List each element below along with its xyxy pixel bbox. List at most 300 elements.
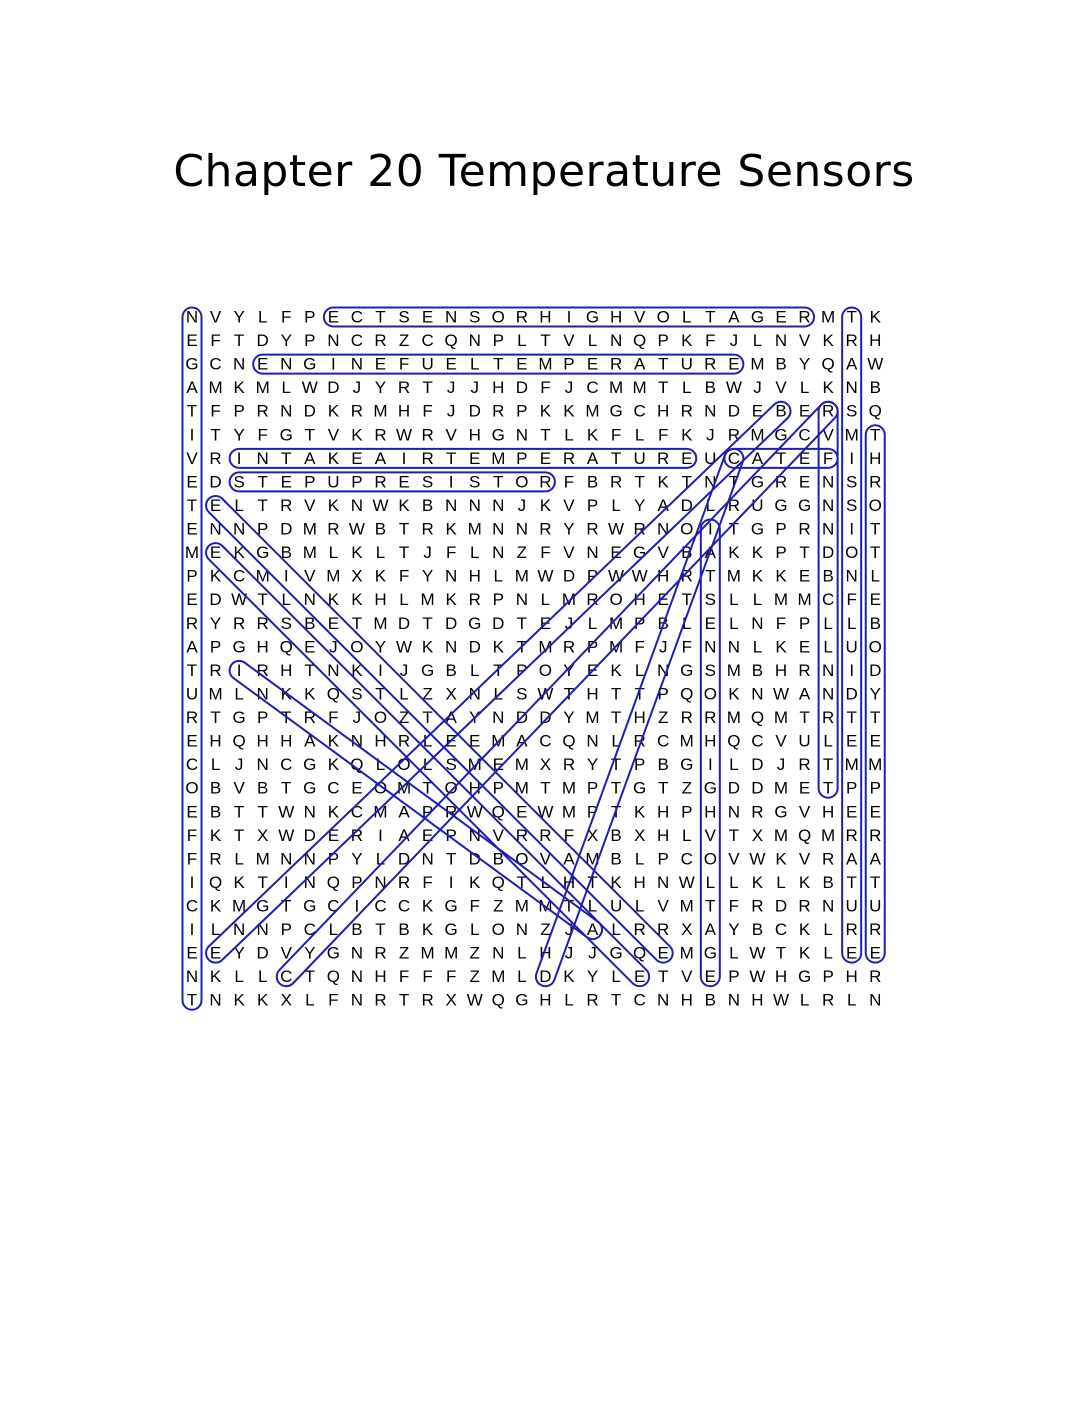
grid-letter: M xyxy=(750,425,765,445)
grid-letter: H xyxy=(633,590,646,610)
grid-letter: E xyxy=(869,943,881,963)
grid-letter: I xyxy=(236,448,242,468)
grid-letter: N xyxy=(232,354,246,374)
grid-letter: T xyxy=(445,448,457,468)
grid-letter: L xyxy=(823,637,833,657)
grid-letter: T xyxy=(728,472,740,492)
grid-letter: T xyxy=(516,637,528,657)
grid-letter: M xyxy=(232,896,247,916)
grid-letter: G xyxy=(680,755,694,775)
grid-letter: H xyxy=(468,566,481,586)
grid-letter: O xyxy=(538,660,553,680)
grid-letter: T xyxy=(563,684,575,704)
grid-letter: Q xyxy=(821,354,835,374)
grid-letter: R xyxy=(539,825,552,845)
grid-letter: E xyxy=(869,731,881,751)
grid-letter: R xyxy=(421,519,434,539)
grid-letter: Q xyxy=(279,637,293,657)
grid-letter: T xyxy=(658,967,669,987)
grid-letter: F xyxy=(328,990,339,1010)
grid-letter: G xyxy=(750,472,765,492)
grid-letter: S xyxy=(445,755,457,775)
grid-letter: N xyxy=(515,425,528,445)
grid-letter: K xyxy=(822,331,834,351)
grid-letter: C xyxy=(350,307,364,327)
grid-letter: E xyxy=(704,967,716,987)
grid-letter: L xyxy=(776,872,786,892)
grid-letter: G xyxy=(420,660,435,680)
grid-letter: Q xyxy=(868,401,882,421)
grid-letter: X xyxy=(586,825,599,845)
grid-letter: B xyxy=(704,378,716,398)
grid-letter: C xyxy=(209,354,222,374)
grid-letter: B xyxy=(822,566,834,586)
grid-letter: Q xyxy=(750,708,765,728)
grid-letter: D xyxy=(539,708,552,728)
grid-letter: N xyxy=(821,660,835,680)
grid-letter: W xyxy=(396,637,413,657)
grid-letter: K xyxy=(775,637,787,657)
grid-letter: D xyxy=(680,495,693,515)
grid-letter: P xyxy=(421,802,434,822)
grid-letter: S xyxy=(398,307,410,327)
grid-letter: P xyxy=(586,495,599,515)
grid-letter: N xyxy=(350,731,364,751)
grid-letter: K xyxy=(492,637,504,657)
grid-letter: R xyxy=(680,566,693,586)
grid-letter: N xyxy=(515,519,528,539)
grid-letter: P xyxy=(445,825,457,845)
grid-letter: M xyxy=(773,590,789,610)
grid-letter: M xyxy=(444,943,459,963)
grid-letter: T xyxy=(728,825,740,845)
grid-letter: T xyxy=(422,708,433,728)
grid-letter: E xyxy=(327,307,340,327)
grid-letter: U xyxy=(869,896,882,916)
grid-letter: J xyxy=(470,378,479,398)
grid-letter: V xyxy=(492,825,504,845)
grid-letter: E xyxy=(209,495,222,515)
grid-letter: Q xyxy=(326,967,340,987)
grid-letter: J xyxy=(329,637,338,657)
grid-letter: M xyxy=(561,778,577,798)
grid-letter: L xyxy=(399,590,409,610)
grid-letter: T xyxy=(540,331,551,351)
grid-letter: W xyxy=(749,967,766,987)
grid-letter: A xyxy=(304,448,316,468)
grid-letter: R xyxy=(657,920,670,940)
grid-letter: T xyxy=(681,472,692,492)
grid-letter: N xyxy=(468,331,481,351)
grid-letter: F xyxy=(775,613,787,633)
grid-letter: R xyxy=(209,448,222,468)
grid-letter: B xyxy=(657,755,669,775)
grid-letter: R xyxy=(798,307,811,327)
grid-letter: Q xyxy=(491,802,505,822)
word-highlight xyxy=(230,449,697,468)
grid-letter: Z xyxy=(540,920,551,940)
grid-letter: G xyxy=(303,755,317,775)
grid-letter: D xyxy=(256,331,269,351)
grid-letter: B xyxy=(869,613,881,633)
grid-letter: R xyxy=(845,920,858,940)
grid-letter: T xyxy=(799,543,810,563)
grid-letter: T xyxy=(610,684,622,704)
grid-letter: Y xyxy=(563,519,575,539)
grid-letter: W xyxy=(231,590,248,610)
grid-letter: F xyxy=(540,543,551,563)
grid-letter: Q xyxy=(444,331,458,351)
grid-letter: O xyxy=(680,519,694,539)
grid-letter: N xyxy=(704,472,717,492)
grid-letter: A xyxy=(398,825,410,845)
grid-letter: N xyxy=(421,849,434,869)
grid-letter: A xyxy=(304,731,316,751)
grid-letter: K xyxy=(233,872,245,892)
grid-letter: G xyxy=(609,401,623,421)
grid-letter: L xyxy=(705,495,716,515)
grid-letter: K xyxy=(563,401,575,421)
grid-letter: F xyxy=(445,543,457,563)
grid-letter: B xyxy=(822,872,834,892)
grid-letter: F xyxy=(328,708,339,728)
grid-letter: I xyxy=(378,825,383,845)
grid-letter: I xyxy=(283,566,289,586)
grid-letter: P xyxy=(186,566,198,586)
grid-letter: E xyxy=(186,731,198,751)
grid-letter: B xyxy=(704,990,716,1010)
grid-letter: Z xyxy=(469,967,480,987)
grid-letter: J xyxy=(352,378,362,398)
grid-letter: H xyxy=(704,802,717,822)
grid-letter: K xyxy=(586,425,599,445)
grid-letter: X xyxy=(633,825,646,845)
grid-letter: C xyxy=(350,331,364,351)
grid-letter: P xyxy=(657,684,669,704)
grid-letter: A xyxy=(633,354,646,374)
grid-letter: L xyxy=(729,755,739,775)
grid-letter: V xyxy=(563,331,575,351)
grid-letter: K xyxy=(351,590,363,610)
grid-letter: R xyxy=(798,896,811,916)
grid-letter: O xyxy=(868,495,882,515)
grid-letter: V xyxy=(822,425,834,445)
grid-letter: L xyxy=(469,660,480,680)
grid-letter: A xyxy=(728,307,740,327)
grid-letter: T xyxy=(540,425,551,445)
grid-letter: R xyxy=(421,990,434,1010)
grid-letter: N xyxy=(445,566,458,586)
grid-letter: H xyxy=(539,943,552,963)
word-highlight xyxy=(202,492,677,967)
grid-letter: L xyxy=(281,378,291,398)
grid-letter: T xyxy=(281,778,292,798)
grid-letter: M xyxy=(679,731,694,751)
grid-letter: H xyxy=(657,566,670,586)
grid-letter: L xyxy=(587,896,598,916)
grid-letter: N xyxy=(657,990,670,1010)
grid-letter: E xyxy=(445,354,457,374)
grid-letter: H xyxy=(539,307,552,327)
grid-letter: X xyxy=(351,566,363,586)
grid-letter: R xyxy=(539,519,552,539)
grid-letter: K xyxy=(751,872,764,892)
grid-letter: K xyxy=(610,660,622,680)
grid-letter: L xyxy=(752,590,763,610)
grid-letter: T xyxy=(540,778,551,798)
grid-letter: P xyxy=(586,802,599,822)
grid-letter: V xyxy=(633,307,646,327)
grid-letter: K xyxy=(563,967,575,987)
grid-letter: P xyxy=(846,778,858,798)
grid-letter: L xyxy=(564,990,574,1010)
grid-letter: P xyxy=(633,755,646,775)
grid-letter: D xyxy=(515,708,528,728)
grid-letter: W xyxy=(749,849,766,869)
grid-letter: U xyxy=(327,472,340,492)
grid-letter: M xyxy=(326,566,341,586)
grid-letter: H xyxy=(774,660,788,680)
grid-letter: V xyxy=(539,849,552,869)
grid-letter: Y xyxy=(563,660,575,680)
grid-letter: L xyxy=(517,331,527,351)
grid-letter: Y xyxy=(586,755,599,775)
grid-letter: T xyxy=(610,755,622,775)
grid-letter: A xyxy=(751,448,764,468)
grid-letter: L xyxy=(210,920,221,940)
grid-letter: I xyxy=(707,755,713,775)
grid-letter: L xyxy=(210,755,221,775)
grid-letter: K xyxy=(327,448,340,468)
grid-letter: R xyxy=(374,990,387,1010)
grid-letter: J xyxy=(588,943,597,963)
grid-letter: H xyxy=(657,401,670,421)
grid-letter: R xyxy=(185,613,199,633)
grid-letter: N xyxy=(492,543,505,563)
grid-letter: K xyxy=(327,401,340,421)
grid-letter: P xyxy=(304,472,316,492)
grid-letter: R xyxy=(633,519,646,539)
grid-letter: O xyxy=(845,543,859,563)
grid-letter: C xyxy=(327,778,340,798)
grid-letter: T xyxy=(186,401,198,421)
grid-letter: N xyxy=(492,495,505,515)
grid-letter: E xyxy=(186,802,198,822)
grid-letter: K xyxy=(327,495,340,515)
grid-letter: K xyxy=(209,566,222,586)
grid-letter: M xyxy=(750,354,765,374)
grid-letter: E xyxy=(209,943,222,963)
grid-letter: W xyxy=(772,990,790,1010)
grid-letter: E xyxy=(798,778,811,798)
grid-letter: E xyxy=(751,401,764,421)
grid-letter: Z xyxy=(493,896,504,916)
grid-letter: G xyxy=(256,543,270,563)
grid-letter: Y xyxy=(798,354,811,374)
grid-letter: R xyxy=(421,425,434,445)
grid-letter: R xyxy=(562,448,576,468)
grid-letter: R xyxy=(562,637,576,657)
grid-letter: L xyxy=(823,731,833,751)
grid-letter: R xyxy=(798,519,811,539)
grid-letter: M xyxy=(679,943,694,963)
grid-letter: T xyxy=(658,778,669,798)
grid-letter: D xyxy=(515,378,528,398)
grid-letter: L xyxy=(328,543,339,563)
grid-letter: N xyxy=(821,896,835,916)
grid-letter: H xyxy=(256,731,269,751)
grid-letter: N xyxy=(256,448,269,468)
grid-letter: L xyxy=(729,943,739,963)
grid-letter: M xyxy=(396,778,412,798)
grid-letter: C xyxy=(185,896,199,916)
grid-letter: G xyxy=(444,920,458,940)
grid-letter: R xyxy=(350,401,364,421)
grid-letter: D xyxy=(562,566,576,586)
grid-letter: R xyxy=(209,849,222,869)
grid-letter: T xyxy=(728,519,740,539)
grid-letter: R xyxy=(609,472,623,492)
grid-letter: A xyxy=(798,684,811,704)
grid-letter: A xyxy=(846,354,858,374)
grid-letter: I xyxy=(283,872,289,892)
grid-letter: N xyxy=(327,660,340,680)
grid-letter: N xyxy=(303,849,316,869)
grid-letter: T xyxy=(799,708,810,728)
grid-letter: Q xyxy=(326,684,340,704)
grid-letter: L xyxy=(729,872,739,892)
grid-letter: N xyxy=(515,590,528,610)
grid-letter: V xyxy=(798,849,811,869)
grid-letter: K xyxy=(728,543,740,563)
grid-letter: U xyxy=(609,896,623,916)
grid-letter: R xyxy=(209,660,222,680)
grid-letter: S xyxy=(846,472,858,492)
grid-letter: C xyxy=(539,731,552,751)
grid-letter: L xyxy=(517,967,527,987)
grid-letter: T xyxy=(210,425,221,445)
grid-letter: N xyxy=(468,684,481,704)
grid-letter: M xyxy=(514,566,529,586)
grid-letter: P xyxy=(633,613,646,633)
grid-letter: L xyxy=(493,684,504,704)
grid-letter: J xyxy=(753,378,762,398)
grid-letter: M xyxy=(679,896,694,916)
grid-letter: Q xyxy=(350,755,364,775)
grid-letter: R xyxy=(821,708,835,728)
grid-letter: I xyxy=(189,872,195,892)
grid-letter: I xyxy=(330,354,336,374)
grid-letter: N xyxy=(185,967,199,987)
grid-letter: B xyxy=(610,849,622,869)
grid-letter: E xyxy=(280,472,292,492)
grid-letter: B xyxy=(681,543,693,563)
grid-letter: W xyxy=(537,684,554,704)
grid-letter: L xyxy=(705,872,716,892)
grid-letter: U xyxy=(421,354,434,374)
grid-letter: L xyxy=(469,354,480,374)
grid-letter: A xyxy=(586,920,599,940)
grid-letter: L xyxy=(234,849,244,869)
grid-letter: S xyxy=(280,613,292,633)
grid-letter: F xyxy=(398,967,410,987)
grid-letter: W xyxy=(278,802,295,822)
grid-letter: E xyxy=(704,613,716,633)
grid-letter: K xyxy=(469,872,481,892)
grid-letter: T xyxy=(186,495,198,515)
grid-letter: A xyxy=(586,448,599,468)
grid-letter: L xyxy=(823,943,833,963)
grid-letter: C xyxy=(185,755,199,775)
grid-letter: T xyxy=(846,872,857,892)
grid-letter: T xyxy=(870,543,881,563)
grid-letter: P xyxy=(209,637,222,657)
grid-letter: J xyxy=(423,543,432,563)
grid-letter: E xyxy=(798,472,811,492)
grid-letter: C xyxy=(280,967,293,987)
grid-letter: Z xyxy=(681,778,692,798)
grid-letter: D xyxy=(468,401,481,421)
grid-letter: E xyxy=(257,354,269,374)
grid-letter: V xyxy=(728,849,740,869)
grid-letter: S xyxy=(846,495,858,515)
grid-letter: N xyxy=(586,543,599,563)
grid-letter: F xyxy=(422,967,433,987)
grid-letter: D xyxy=(209,472,222,492)
grid-letter: I xyxy=(236,660,242,680)
grid-letter: K xyxy=(327,802,340,822)
grid-letter: G xyxy=(303,354,317,374)
grid-letter: G xyxy=(303,778,317,798)
grid-letter: G xyxy=(703,778,717,798)
grid-letter: R xyxy=(869,967,882,987)
grid-letter: F xyxy=(422,401,433,421)
grid-letter: A xyxy=(704,543,716,563)
grid-letter: R xyxy=(586,990,599,1010)
grid-letter: F xyxy=(822,448,834,468)
grid-letter: K xyxy=(445,590,457,610)
grid-letter: O xyxy=(373,778,388,798)
grid-letter: Z xyxy=(422,684,433,704)
grid-letter: K xyxy=(327,731,340,751)
grid-letter: T xyxy=(846,307,857,327)
grid-letter: T xyxy=(610,802,622,822)
grid-letter: K xyxy=(421,896,434,916)
grid-letter: R xyxy=(633,920,646,940)
grid-letter: G xyxy=(303,896,317,916)
grid-letter: P xyxy=(516,448,528,468)
grid-letter: H xyxy=(845,967,858,987)
grid-letter: N xyxy=(727,802,741,822)
grid-letter: W xyxy=(772,684,790,704)
grid-letter: I xyxy=(401,448,407,468)
grid-letter: K xyxy=(445,519,457,539)
grid-letter: K xyxy=(209,825,222,845)
grid-letter: I xyxy=(448,472,454,492)
grid-letter: K xyxy=(398,495,410,515)
grid-letter: M xyxy=(538,354,553,374)
grid-letter: L xyxy=(540,590,551,610)
grid-letter: L xyxy=(752,331,763,351)
grid-letter: M xyxy=(302,519,317,539)
grid-letter: L xyxy=(399,684,409,704)
grid-letter: L xyxy=(469,920,480,940)
grid-letter: T xyxy=(775,448,787,468)
grid-letter: R xyxy=(397,378,411,398)
grid-letter: R xyxy=(232,613,246,633)
grid-letter: R xyxy=(586,519,599,539)
grid-letter: B xyxy=(280,543,292,563)
